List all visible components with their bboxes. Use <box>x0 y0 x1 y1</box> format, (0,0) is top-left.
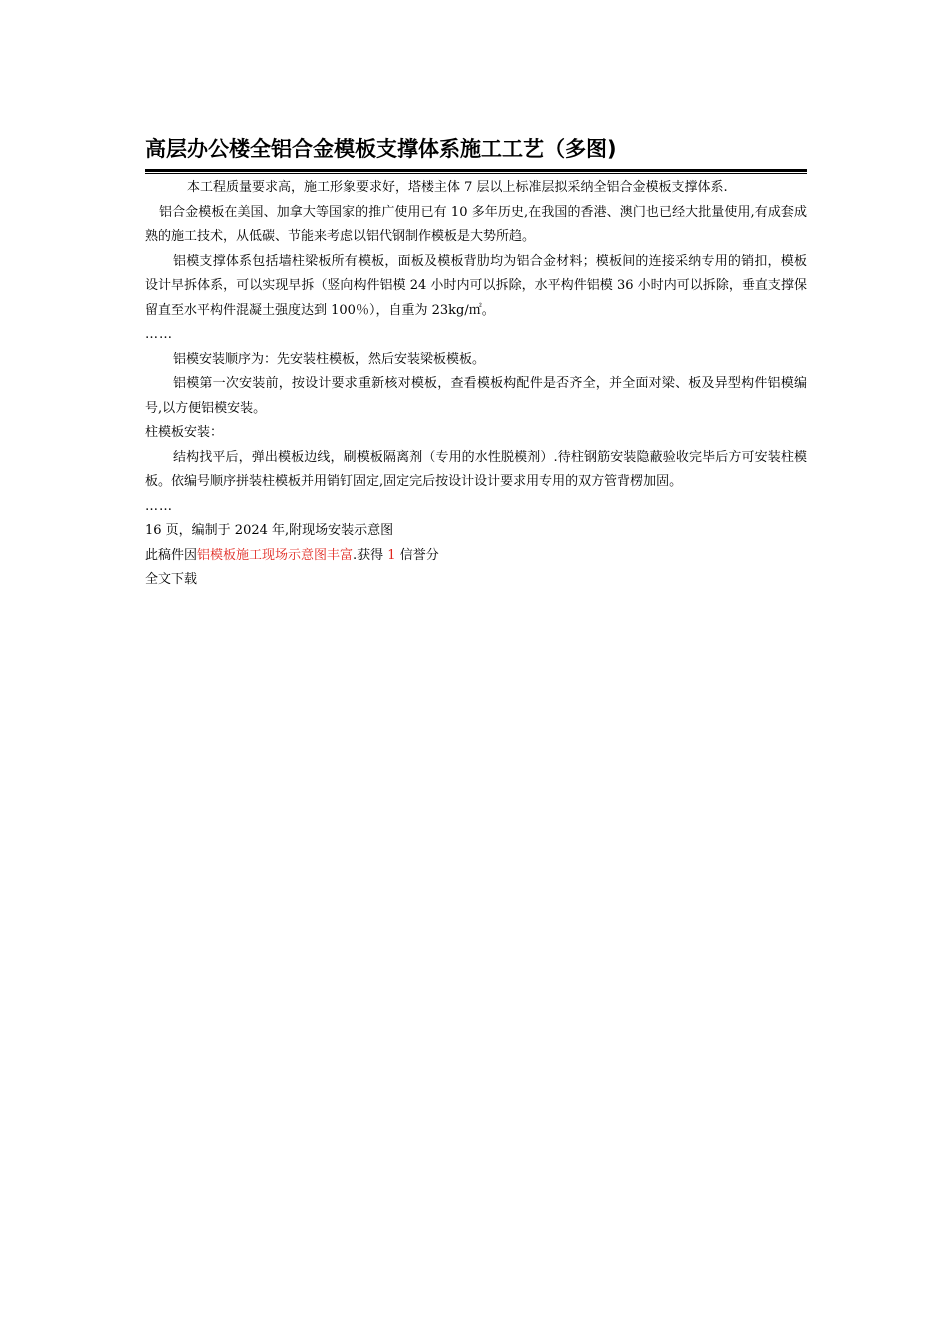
title-divider-thick <box>145 169 807 172</box>
paragraph-first-install: 铝模第一次安装前，按设计要求重新核对模板，查看模板构配件是否齐全，并全面对梁、板及异型构件铝模编号,以方便铝模安装。 <box>145 376 807 416</box>
document-body <box>145 176 807 593</box>
title-divider-thin <box>145 173 807 174</box>
paragraph-column-install: 结构找平后，弹出模板边线，刷模板隔离剂（专用的水性脱模剂）.待柱钢筋安装隐蔽验收完毕后方可安装柱模板。依编号顺序拼装柱模板并用销钉固定,固定完后按设计设计要求用专用的双方管背楞加固。 <box>145 449 807 489</box>
rating-middle: .获得 <box>353 547 388 563</box>
paragraph-install-order: 铝模安装顺序为：先安装柱模板，然后安装梁板模板。 <box>173 351 486 367</box>
document-title: 高层办公楼全铝合金模板支撑体系施工工艺（多图) <box>145 137 617 161</box>
section-heading-column-formwork: 柱模板安装： <box>145 425 224 440</box>
rating-highlight: 铝模板施工现场示意图丰富 <box>197 547 354 563</box>
rating-prefix: 此稿件因 <box>145 547 198 563</box>
paragraph-support-system: 铝模支撑体系包括墙柱梁板所有模板，面板及模板背肋均为铝合金材料；模板间的连接采纳专用的销扣，模板设计早拆体系，可以实现早拆（竖向构件铝模 24 小时内可以拆除，水平构件铝模 36 小时内可以拆除，垂直支撑保留直至水平构件混凝土强度达到 100％），自重为 23kg/㎡。 <box>145 253 807 318</box>
document-page <box>145 133 807 593</box>
rating-suffix: 信誉分 <box>395 547 439 563</box>
document-meta: 16 页，编制于 2024 年,附现场安装示意图 <box>145 523 394 538</box>
download-link[interactable]: 全文下载 <box>145 572 198 587</box>
paragraph-aluminum-history: 铝合金模板在美国、加拿大等国家的推广使用已有 10 多年历史,在我国的香港、澳门也已经大批量使用,有成套成熟的施工技术，从低碳、节能来考虑以铝代钢制作模板是大势所趋。 <box>145 204 807 244</box>
ellipsis-separator: …… <box>145 498 173 514</box>
rating-score: 1 <box>387 547 396 563</box>
rating-line <box>145 544 807 569</box>
paragraph-project-quality: 本工程质量要求高，施工形象要求好，塔楼主体 7 层以上标准层拟采纳全铝合金模板支撑体系. <box>187 180 728 195</box>
ellipsis-separator: …… <box>145 327 173 342</box>
